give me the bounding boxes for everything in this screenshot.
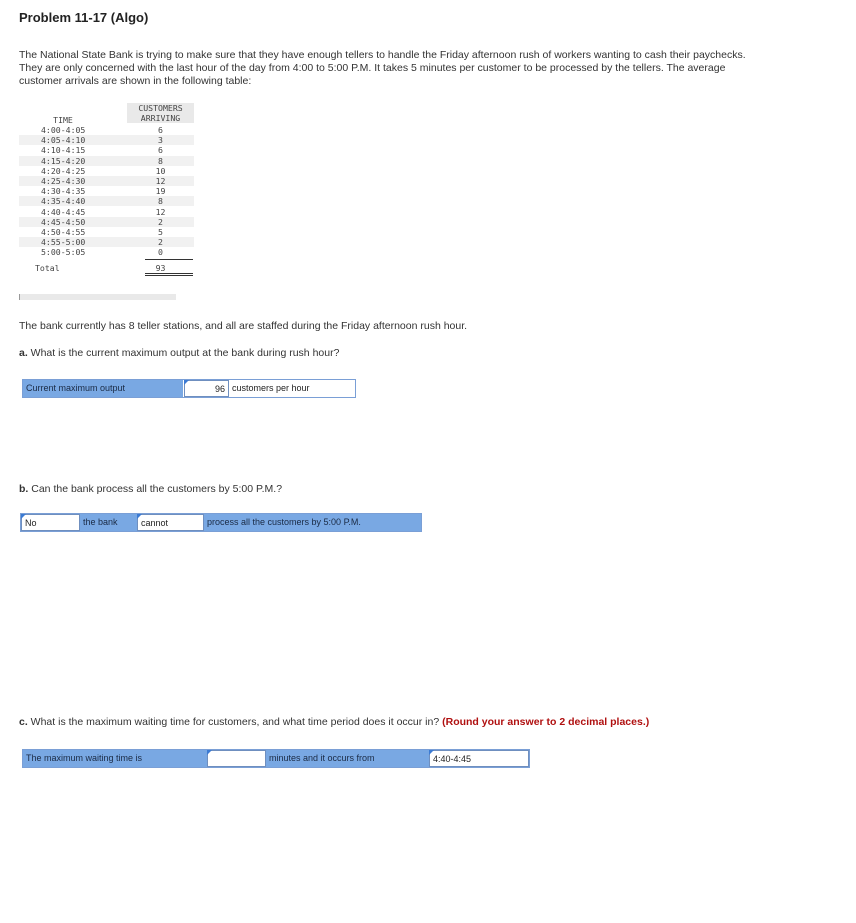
part-b-text: Can the bank process all the customers by 5:00 P.M.? xyxy=(28,483,283,495)
table-row xyxy=(19,125,175,135)
table-row xyxy=(19,156,175,166)
time-column-header: TIME xyxy=(53,115,73,125)
part-c-answer-row xyxy=(22,749,530,768)
part-c-letter: c. xyxy=(19,716,28,728)
customers-cell: 19 xyxy=(155,186,166,197)
customers-cell: 8 xyxy=(158,196,163,207)
part-b-question xyxy=(19,483,282,495)
staff-text: The bank currently has 8 teller stations, and all are staffed during the Friday afternoon rush hour. xyxy=(19,320,468,332)
part-a-answer-row xyxy=(22,379,356,398)
part-a-label: Current maximum output xyxy=(23,380,183,397)
time-cell: 4:50-4:55 xyxy=(41,226,86,237)
table-row xyxy=(19,145,175,155)
part-a-question xyxy=(19,347,339,359)
dropdown-marker-icon xyxy=(137,514,142,519)
can-cannot-select[interactable]: cannot xyxy=(137,514,204,531)
part-a-letter: a. xyxy=(19,347,28,359)
max-wait-input[interactable] xyxy=(207,750,266,767)
time-cell: 4:25-4:30 xyxy=(41,175,86,186)
customers-column-header xyxy=(127,103,194,123)
part-c-label: The maximum waiting time is xyxy=(23,750,207,767)
customers-cell: 10 xyxy=(155,165,166,176)
period-select[interactable]: 4:40-4:45 xyxy=(429,750,529,767)
table-row xyxy=(19,196,175,206)
customers-cell: 6 xyxy=(158,125,163,135)
table-row xyxy=(19,186,175,196)
customers-cell: 5 xyxy=(158,226,163,237)
table-header xyxy=(19,103,183,125)
table-row xyxy=(19,166,175,176)
customers-cell: 6 xyxy=(158,145,163,156)
part-a-unit: customers per hour xyxy=(232,383,310,393)
time-cell: 4:10-4:15 xyxy=(41,145,86,156)
problem-title: Problem 11-17 (Algo) xyxy=(19,10,149,25)
part-c-text: What is the maximum waiting time for customers, and what time period does it occur in? xyxy=(27,716,443,728)
part-a-text: What is the current maximum output at the bank during rush hour? xyxy=(27,347,340,359)
time-cell: 4:00-4:05 xyxy=(41,125,86,135)
customers-cell: 2 xyxy=(158,216,163,227)
part-b-answer-row xyxy=(20,513,422,532)
input-marker-icon xyxy=(184,380,189,385)
input-marker-icon xyxy=(207,750,212,755)
total-value: 93 xyxy=(155,263,166,274)
customers-cell: 8 xyxy=(158,155,163,166)
part-b-end-label: process all the customers by 5:00 P.M. xyxy=(204,514,421,531)
part-b-mid-label: the bank xyxy=(80,514,137,531)
customers-cell: 12 xyxy=(155,206,166,217)
total-row xyxy=(19,257,175,279)
double-line-bottom xyxy=(145,275,193,276)
time-cell: 4:35-4:40 xyxy=(41,196,86,207)
time-cell: 4:20-4:25 xyxy=(41,165,86,176)
customers-cell: 12 xyxy=(155,175,166,186)
table-row xyxy=(19,247,175,257)
problem-intro: The National State Bank is trying to make sure that they have enough tellers to handle the Friday afternoon rush of workers wanting to cash their paychecks. They are only concerned with the last hour of the day from 4:00 to 5:00 P.M. It takes 5 minutes per customer to be processed by the tellers. The average customer arrivals are shown in the following table: xyxy=(19,49,746,87)
time-cell: 4:05-4:10 xyxy=(41,135,86,146)
customers-header-line2: ARRIVING xyxy=(140,113,181,123)
double-line-top xyxy=(145,273,193,274)
can-process-select[interactable]: No xyxy=(21,514,80,531)
table-row xyxy=(19,135,175,145)
table-row xyxy=(19,207,175,217)
time-cell: 4:55-5:00 xyxy=(41,237,86,248)
sum-line xyxy=(145,259,193,260)
table-footer-bar xyxy=(19,294,176,300)
dropdown-marker-icon xyxy=(21,514,26,519)
time-cell: 4:40-4:45 xyxy=(41,206,86,217)
customers-cell: 0 xyxy=(158,247,163,258)
table-body xyxy=(19,125,175,257)
part-b-letter: b. xyxy=(19,483,29,495)
max-output-input[interactable]: 96 xyxy=(184,380,229,397)
total-label: Total xyxy=(35,263,60,274)
rounding-note: (Round your answer to 2 decimal places.) xyxy=(442,716,650,728)
time-cell: 4:30-4:35 xyxy=(41,186,86,197)
time-cell: 4:15-4:20 xyxy=(41,155,86,166)
dropdown-marker-icon xyxy=(429,750,434,755)
time-cell: 5:00-5:05 xyxy=(41,247,86,258)
table-row xyxy=(19,176,175,186)
customers-cell: 3 xyxy=(158,135,163,146)
table-row xyxy=(19,217,175,227)
time-cell: 4:45-4:50 xyxy=(41,216,86,227)
part-c-mid-label: minutes and it occurs from xyxy=(266,750,429,767)
customers-header-line1: CUSTOMERS xyxy=(138,103,183,113)
customers-cell: 2 xyxy=(158,237,163,248)
part-c-question xyxy=(19,716,649,728)
arrivals-table xyxy=(19,103,183,279)
table-row xyxy=(19,237,175,247)
table-row xyxy=(19,227,175,237)
